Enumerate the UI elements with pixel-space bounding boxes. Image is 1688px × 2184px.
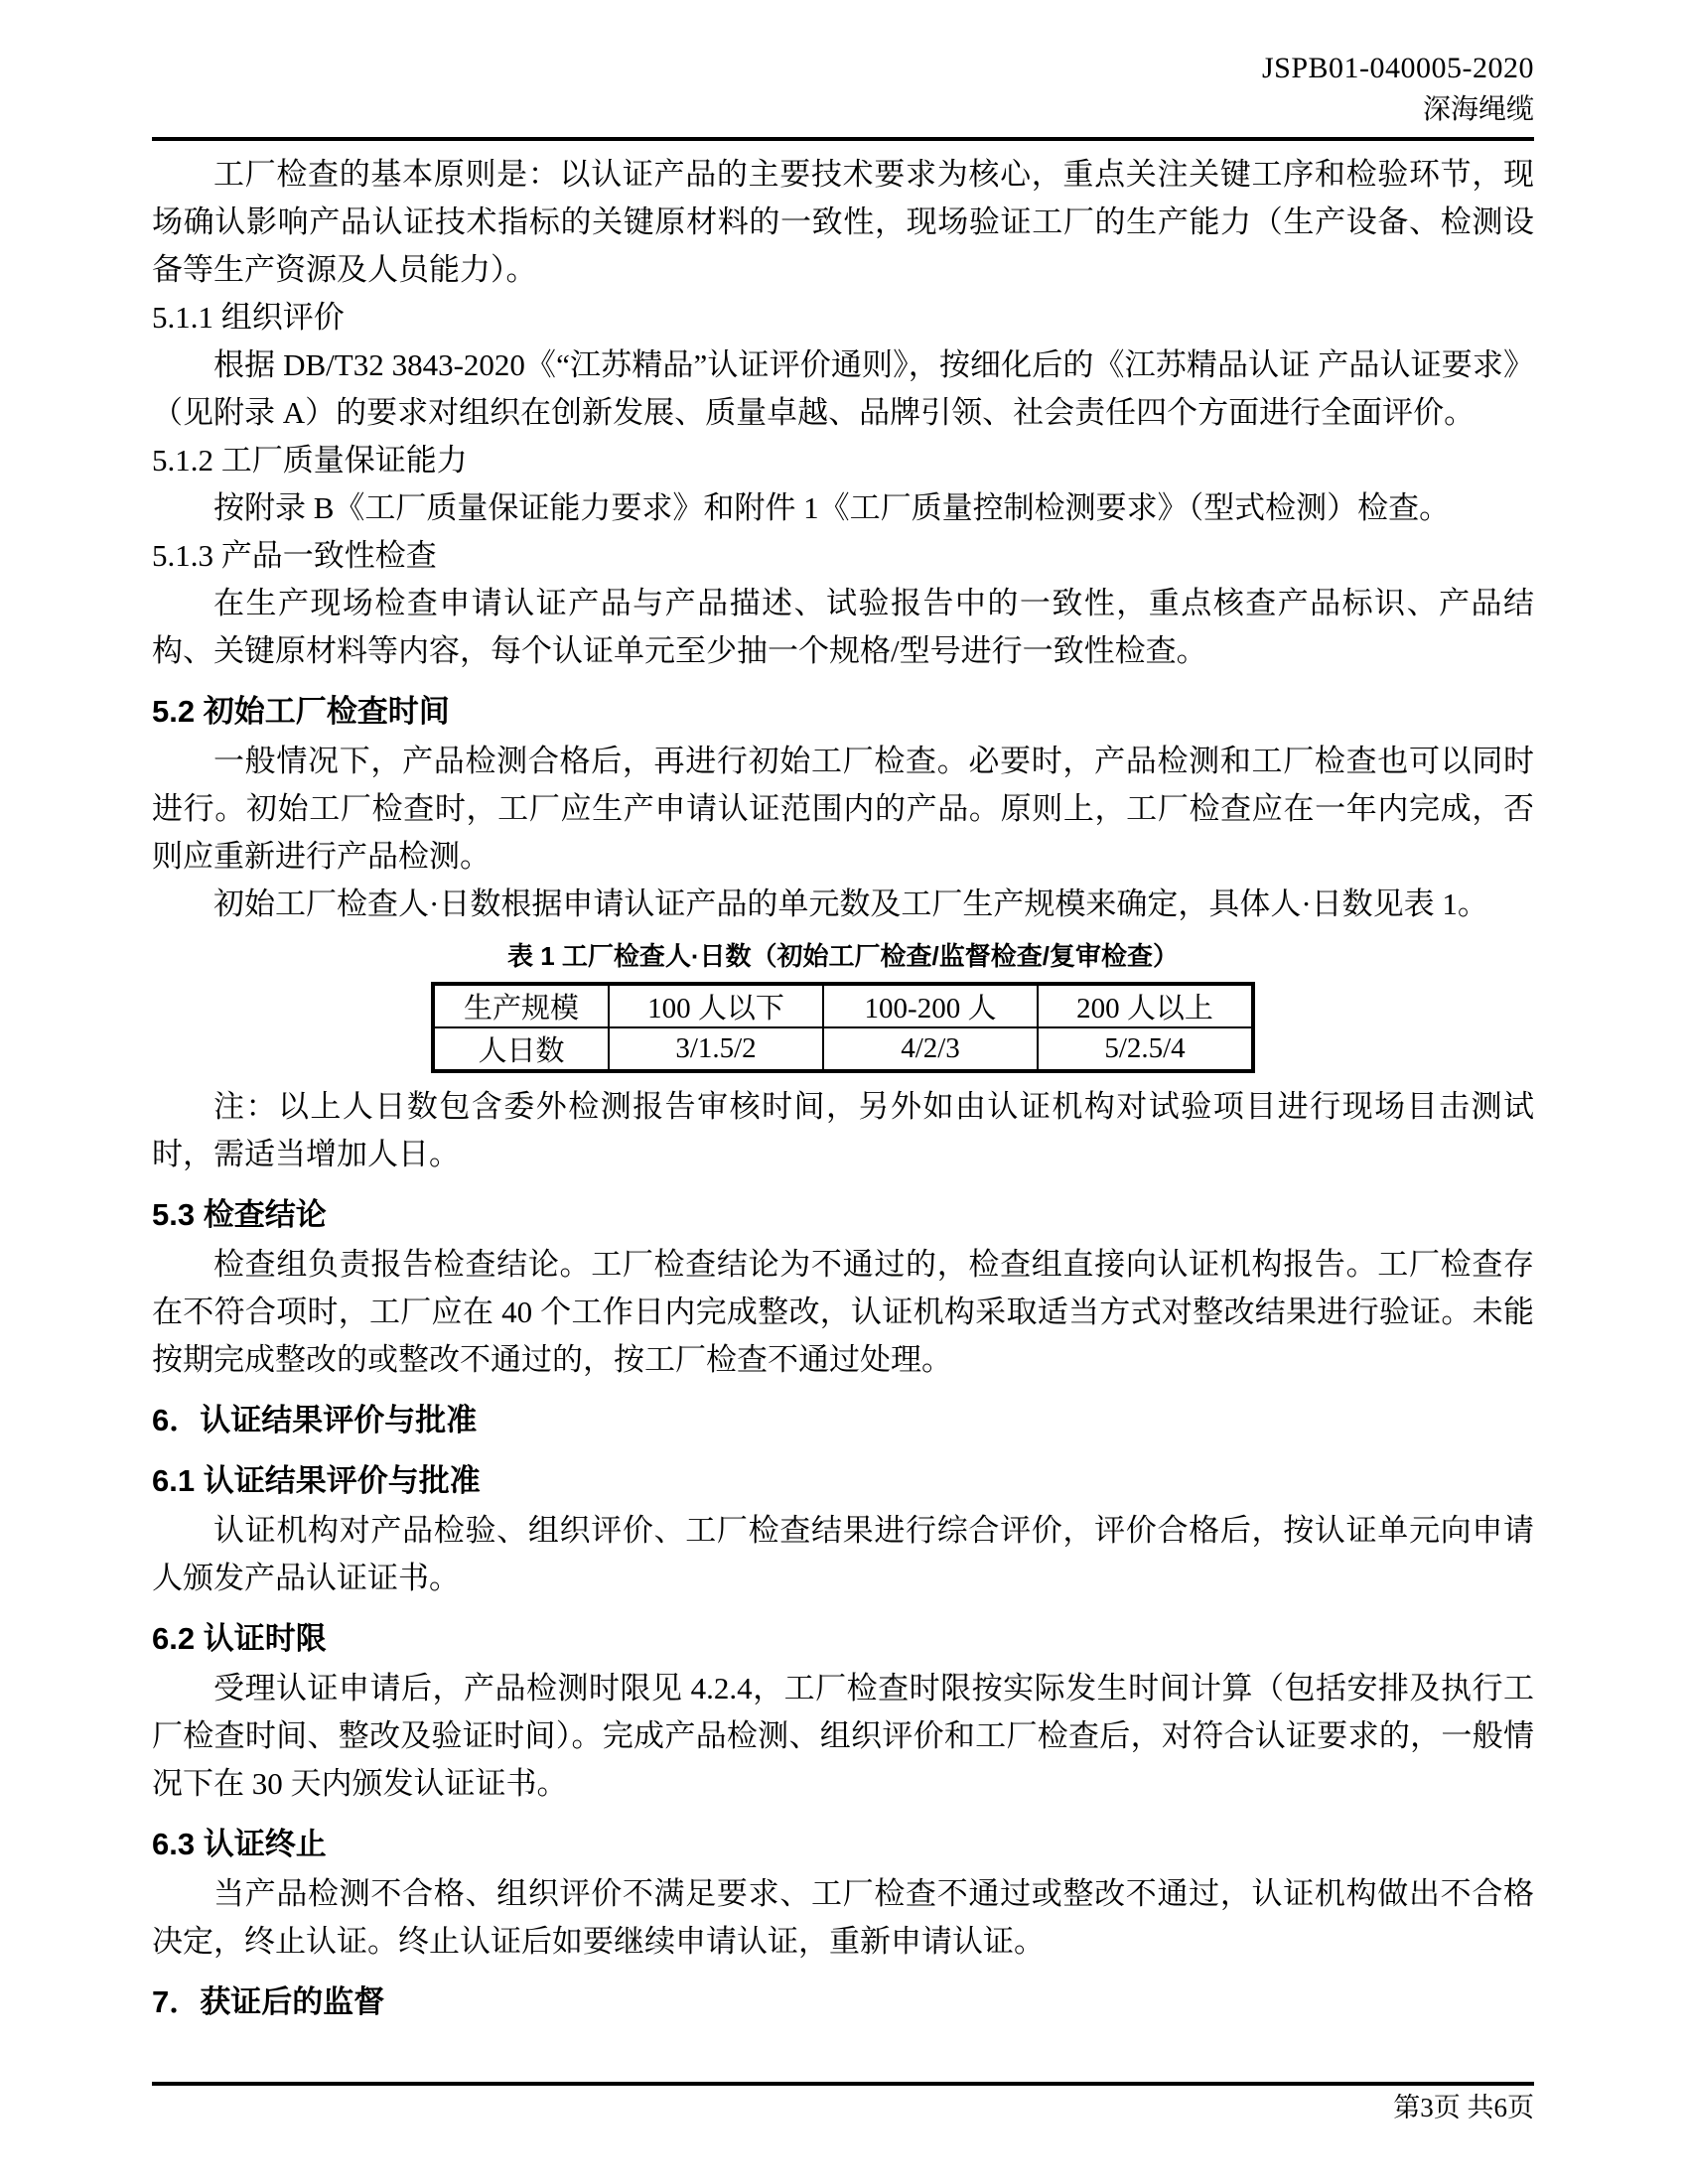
heading-6-2: 6.2 认证时限 [152, 1621, 327, 1656]
man-day-table [431, 982, 1255, 1073]
paragraph-certification-termination: 当产品检测不合格、组织评价不满足要求、工厂检查不通过或整改不通过，认证机构做出不合格决定，终止认证。终止认证后如要继续申请认证，重新申请认证。 [152, 1876, 1534, 1959]
table-cell: 人日数 [433, 1027, 609, 1071]
page-footer [152, 2082, 1534, 2129]
heading-6: 6．认证结果评价与批准 [152, 1403, 478, 1437]
heading-5-2: 5.2 初始工厂检查时间 [152, 694, 450, 729]
heading-5-1-2: 5.1.2 工厂质量保证能力 [152, 443, 468, 478]
table-cell: 生产规模 [433, 984, 609, 1027]
table-cell: 3/1.5/2 [609, 1027, 823, 1071]
paragraph-inspection-conclusion: 检查组负责报告检查结论。工厂检查结论为不通过的，检查组直接向认证机构报告。工厂检查存在不符合项时，工厂应在 40 个工作日内完成整改，认证机构采取适当方式对整改结果进行验证。未能按期完成整改的或整改不通过的，按工厂检查不通过处理。 [152, 1247, 1534, 1377]
header-doc-code: JSPB01-040005-2020 [1261, 52, 1534, 84]
header-doc-name: 深海绳缆 [1422, 94, 1534, 125]
heading-6-3: 6.3 认证终止 [152, 1827, 327, 1861]
paragraph-initial-inspection-time-1: 一般情况下，产品检测合格后，再进行初始工厂检查。必要时，产品检测和工厂检查也可以同时进行。初始工厂检查时，工厂应生产申请认证范围内的产品。原则上，工厂检查应在一年内完成，否则应重新进行产品检测。 [152, 744, 1534, 874]
table-row-production-scale [433, 984, 1253, 1027]
page-header [152, 48, 1534, 131]
heading-6-1: 6.1 认证结果评价与批准 [152, 1463, 481, 1498]
table1-caption: 表 1 工厂检查人·日数（初始工厂检查/监督检查/复审检查） [506, 941, 1179, 971]
heading-5-3: 5.3 检查结论 [152, 1197, 327, 1232]
paragraph-quality-assurance: 按附录 B《工厂质量保证能力要求》和附件 1《工厂质量控制检测要求》（型式检测）检查。 [213, 490, 1451, 525]
table-cell: 200 人以上 [1038, 984, 1253, 1027]
paragraph-certification-time-limit: 受理认证申请后，产品检测时限见 4.2.4，工厂检查时限按实际发生时间计算（包括安排及执行工厂检查时间、整改及验证时间）。完成产品检测、组织评价和工厂检查后，对符合认证要求的，一般情况下在 30 天内颁发认证证书。 [152, 1671, 1534, 1801]
paragraph-product-consistency: 在生产现场检查申请认证产品与产品描述、试验报告中的一致性，重点核查产品标识、产品结构、关键原材料等内容，每个认证单元至少抽一个规格/型号进行一致性检查。 [152, 586, 1534, 668]
heading-5-1-3: 5.1.3 产品一致性检查 [152, 538, 437, 573]
table-cell: 100 人以下 [609, 984, 823, 1027]
paragraph-table-note: 注：以上人日数包含委外检测报告审核时间，另外如由认证机构对试验项目进行现场目击测试时，需适当增加人日。 [152, 1089, 1534, 1171]
paragraph-initial-inspection-time-2: 初始工厂检查人·日数根据申请认证产品的单元数及工厂生产规模来确定，具体人·日数见表 1。 [213, 887, 1488, 921]
document-body [152, 141, 1534, 2082]
table-cell: 4/2/3 [823, 1027, 1038, 1071]
heading-7: 7．获证后的监督 [152, 1984, 385, 2019]
paragraph-certification-evaluation: 认证机构对产品检验、组织评价、工厂检查结果进行综合评价，评价合格后，按认证单元向申请人颁发产品认证证书。 [152, 1513, 1534, 1595]
paragraph-organization-evaluation: 根据 DB/T32 3843-2020《“江苏精品”认证评价通则》，按细化后的《江苏精品认证 产品认证要求》（见附录 A）的要求对组织在创新发展、质量卓越、品牌引领、社会责任四个方面进行全面评价。 [152, 347, 1534, 430]
table-row-man-days [433, 1027, 1253, 1071]
heading-5-1-1: 5.1.1 组织评价 [152, 300, 345, 335]
table-cell: 5/2.5/4 [1038, 1027, 1253, 1071]
table-cell: 100-200 人 [823, 984, 1038, 1027]
page-number: 第3页 共6页 [1393, 2093, 1534, 2122]
paragraph-inspection-principles: 工厂检查的基本原则是：以认证产品的主要技术要求为核心，重点关注关键工序和检验环节，现场确认影响产品认证技术指标的关键原材料的一致性，现场验证工厂的生产能力（生产设备、检测设备等生产资源及人员能力）。 [152, 157, 1534, 287]
